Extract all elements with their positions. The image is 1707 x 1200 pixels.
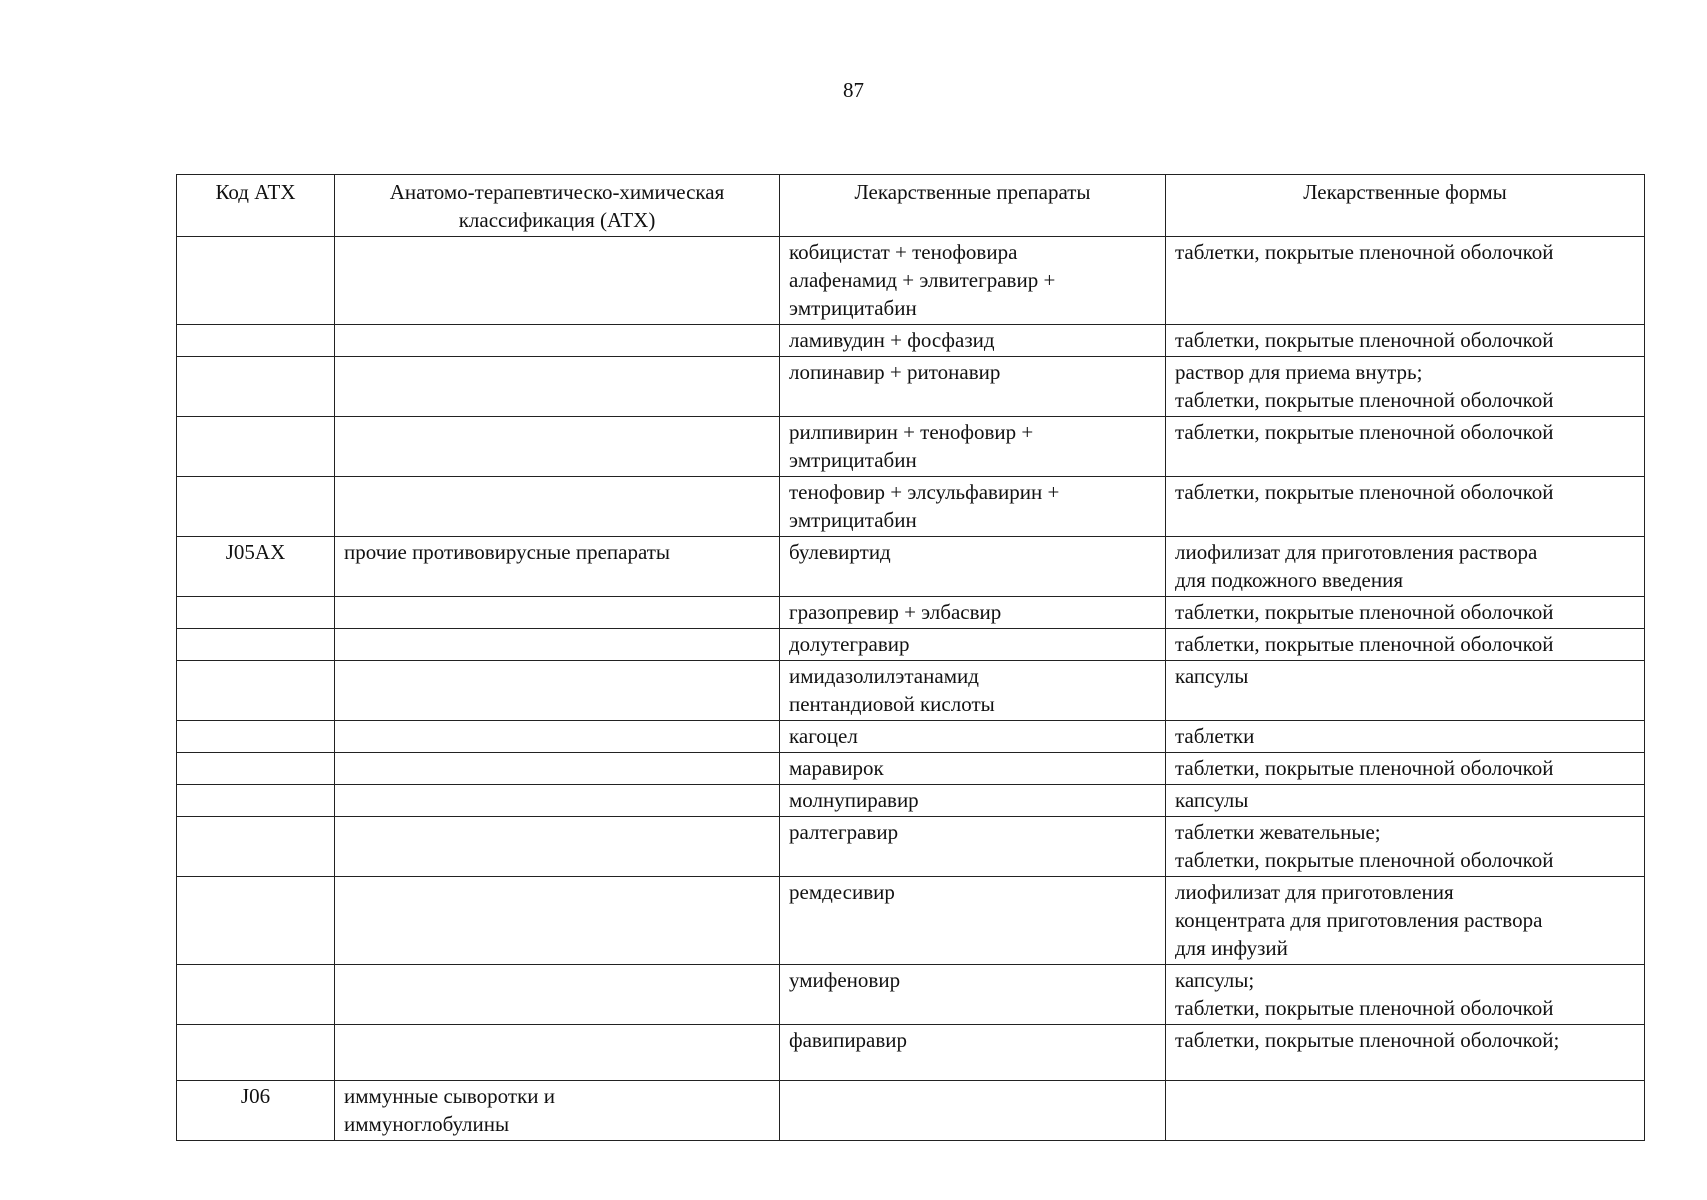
cell-forms-line: таблетки, покрытые пленочной оболочкой: [1175, 328, 1554, 352]
cell-forms: [1166, 965, 1645, 1025]
cell-drug-line: булевиртид: [789, 540, 891, 564]
cell-forms-line: капсулы: [1175, 788, 1249, 812]
cell-atx-code: [177, 877, 335, 965]
cell-forms: [1166, 1025, 1645, 1081]
cell-drug: [780, 1081, 1166, 1141]
table-row: [177, 537, 1645, 597]
cell-drug: [780, 753, 1166, 785]
cell-drug-line: ламивудин + фосфазид: [789, 328, 995, 352]
cell-atx-class: [335, 1081, 780, 1141]
cell-forms: [1166, 661, 1645, 721]
cell-drug-line: долутегравир: [789, 632, 910, 656]
cell-drug-line: пентандиовой кислоты: [789, 692, 995, 716]
cell-atx-class: [335, 817, 780, 877]
cell-forms-line: таблетки, покрытые пленочной оболочкой: [1175, 420, 1554, 444]
cell-drug-line: кобицистат + тенофовира: [789, 240, 1018, 264]
cell-drug-line: кагоцел: [789, 724, 858, 748]
cell-forms-line: таблетки, покрытые пленочной оболочкой;: [1175, 1028, 1560, 1052]
cell-atx-class: [335, 629, 780, 661]
table-body: [177, 237, 1645, 1141]
cell-forms-line: таблетки жевательные;: [1175, 820, 1381, 844]
cell-atx-class: [335, 325, 780, 357]
cell-drug: [780, 537, 1166, 597]
cell-drug: [780, 237, 1166, 325]
table-row: [177, 817, 1645, 877]
cell-atx-class: [335, 661, 780, 721]
table-row: [177, 417, 1645, 477]
cell-forms-line: раствор для приема внутрь;: [1175, 360, 1423, 384]
cell-atx-code: [177, 721, 335, 753]
table-row: [177, 1081, 1645, 1141]
cell-forms-line: таблетки, покрытые пленочной оболочкой: [1175, 240, 1554, 264]
cell-atx-class: [335, 965, 780, 1025]
cell-atx-code: [177, 357, 335, 417]
cell-drug: [780, 877, 1166, 965]
table-row: [177, 237, 1645, 325]
cell-atx-code: [177, 753, 335, 785]
cell-forms: [1166, 325, 1645, 357]
page-number: 87: [843, 78, 864, 102]
cell-drug: [780, 1025, 1166, 1081]
cell-forms-line: для инфузий: [1175, 936, 1288, 960]
table-row: [177, 1025, 1645, 1081]
cell-atx-code: [177, 325, 335, 357]
cell-forms: [1166, 477, 1645, 537]
cell-drug-line: лопинавир + ритонавир: [789, 360, 1001, 384]
cell-drug-line: ралтегравир: [789, 820, 899, 844]
cell-atx-class: [335, 877, 780, 965]
cell-drug: [780, 477, 1166, 537]
cell-forms: [1166, 357, 1645, 417]
cell-atx-class: [335, 537, 780, 597]
header-forms: Лекарственные формы: [1166, 175, 1645, 237]
table-header-row: [177, 175, 1645, 237]
cell-atx-code: [177, 237, 335, 325]
cell-drug-line: ремдесивир: [789, 880, 895, 904]
cell-atx-code: [177, 785, 335, 817]
table-row: [177, 877, 1645, 965]
header-atx: Анатомо-терапевтическо-химическая классификация (АТХ): [335, 175, 780, 237]
cell-atx-code: J06: [177, 1081, 335, 1141]
cell-atx-class: [335, 785, 780, 817]
cell-atx-class: [335, 753, 780, 785]
table-row: [177, 357, 1645, 417]
cell-forms-line: таблетки, покрытые пленочной оболочкой: [1175, 996, 1554, 1020]
cell-drug-line: тенофовир + элсульфавирин +: [789, 480, 1060, 504]
cell-forms: [1166, 237, 1645, 325]
cell-drug: [780, 785, 1166, 817]
cell-forms: [1166, 597, 1645, 629]
cell-drug-line: эмтрицитабин: [789, 296, 917, 320]
cell-forms-line: таблетки, покрытые пленочной оболочкой: [1175, 756, 1554, 780]
cell-atx-code: [177, 417, 335, 477]
cell-atx-code: [177, 1025, 335, 1081]
cell-atx-class-line: прочие противовирусные препараты: [344, 540, 671, 564]
cell-forms-line: для подкожного введения: [1175, 568, 1403, 592]
cell-atx-code: [177, 629, 335, 661]
cell-atx-class-line: иммуноглобулины: [344, 1112, 510, 1136]
cell-drug-line: молнупиравир: [789, 788, 919, 812]
cell-drug-line: гразопревир + элбасвир: [789, 600, 1002, 624]
cell-drug: [780, 721, 1166, 753]
cell-atx-class: [335, 357, 780, 417]
cell-drug: [780, 629, 1166, 661]
table-row: [177, 785, 1645, 817]
header-code: Код АТХ: [177, 175, 335, 237]
cell-forms-line: таблетки, покрытые пленочной оболочкой: [1175, 632, 1554, 656]
atx-table: [176, 174, 1645, 1141]
cell-drug-line: эмтрицитабин: [789, 448, 917, 472]
cell-atx-code: [177, 965, 335, 1025]
cell-drug-line: маравирок: [789, 756, 884, 780]
cell-forms: [1166, 785, 1645, 817]
cell-drug: [780, 325, 1166, 357]
cell-drug: [780, 965, 1166, 1025]
cell-drug: [780, 357, 1166, 417]
cell-forms: [1166, 629, 1645, 661]
cell-atx-code: [177, 661, 335, 721]
cell-forms-line: концентрата для приготовления раствора: [1175, 908, 1543, 932]
cell-drug-line: имидазолилэтанамид: [789, 664, 979, 688]
cell-drug-line: алафенамид + элвитегравир +: [789, 268, 1056, 292]
table-row: [177, 753, 1645, 785]
cell-forms-line: таблетки, покрытые пленочной оболочкой: [1175, 388, 1554, 412]
cell-forms-line: лиофилизат для приготовления раствора: [1175, 540, 1538, 564]
cell-forms: [1166, 877, 1645, 965]
table-row: [177, 721, 1645, 753]
table-row: [177, 629, 1645, 661]
cell-forms-line: таблетки, покрытые пленочной оболочкой: [1175, 480, 1554, 504]
cell-atx-code: [177, 597, 335, 629]
cell-drug: [780, 597, 1166, 629]
cell-forms-line: капсулы;: [1175, 968, 1255, 992]
cell-drug-line: эмтрицитабин: [789, 508, 917, 532]
cell-atx-class-line: иммунные сыворотки и: [344, 1084, 556, 1108]
cell-atx-class: [335, 417, 780, 477]
cell-atx-class: [335, 477, 780, 537]
cell-forms: [1166, 417, 1645, 477]
cell-forms: [1166, 1081, 1645, 1141]
cell-forms-line: капсулы: [1175, 664, 1249, 688]
cell-forms-line: таблетки, покрытые пленочной оболочкой: [1175, 600, 1554, 624]
table-row: [177, 477, 1645, 537]
cell-atx-class: [335, 237, 780, 325]
cell-forms: [1166, 817, 1645, 877]
cell-forms: [1166, 753, 1645, 785]
table-row: [177, 325, 1645, 357]
cell-drug: [780, 817, 1166, 877]
cell-atx-code: [177, 817, 335, 877]
header-drugs: Лекарственные препараты: [780, 175, 1166, 237]
cell-forms: [1166, 537, 1645, 597]
cell-forms: [1166, 721, 1645, 753]
cell-drug-line: рилпивирин + тенофовир +: [789, 420, 1034, 444]
cell-atx-class: [335, 1025, 780, 1081]
cell-drug: [780, 661, 1166, 721]
cell-forms-line: таблетки, покрытые пленочной оболочкой: [1175, 848, 1554, 872]
cell-forms-line: лиофилизат для приготовления: [1175, 880, 1454, 904]
cell-atx-class: [335, 597, 780, 629]
cell-drug: [780, 417, 1166, 477]
table-row: [177, 661, 1645, 721]
cell-drug-line: умифеновир: [789, 968, 901, 992]
cell-atx-code: [177, 477, 335, 537]
table-row: [177, 597, 1645, 629]
cell-drug-line: фавипиравир: [789, 1028, 908, 1052]
cell-forms-line: таблетки: [1175, 724, 1255, 748]
cell-atx-class: [335, 721, 780, 753]
cell-atx-code: J05AX: [177, 537, 335, 597]
table-row: [177, 965, 1645, 1025]
